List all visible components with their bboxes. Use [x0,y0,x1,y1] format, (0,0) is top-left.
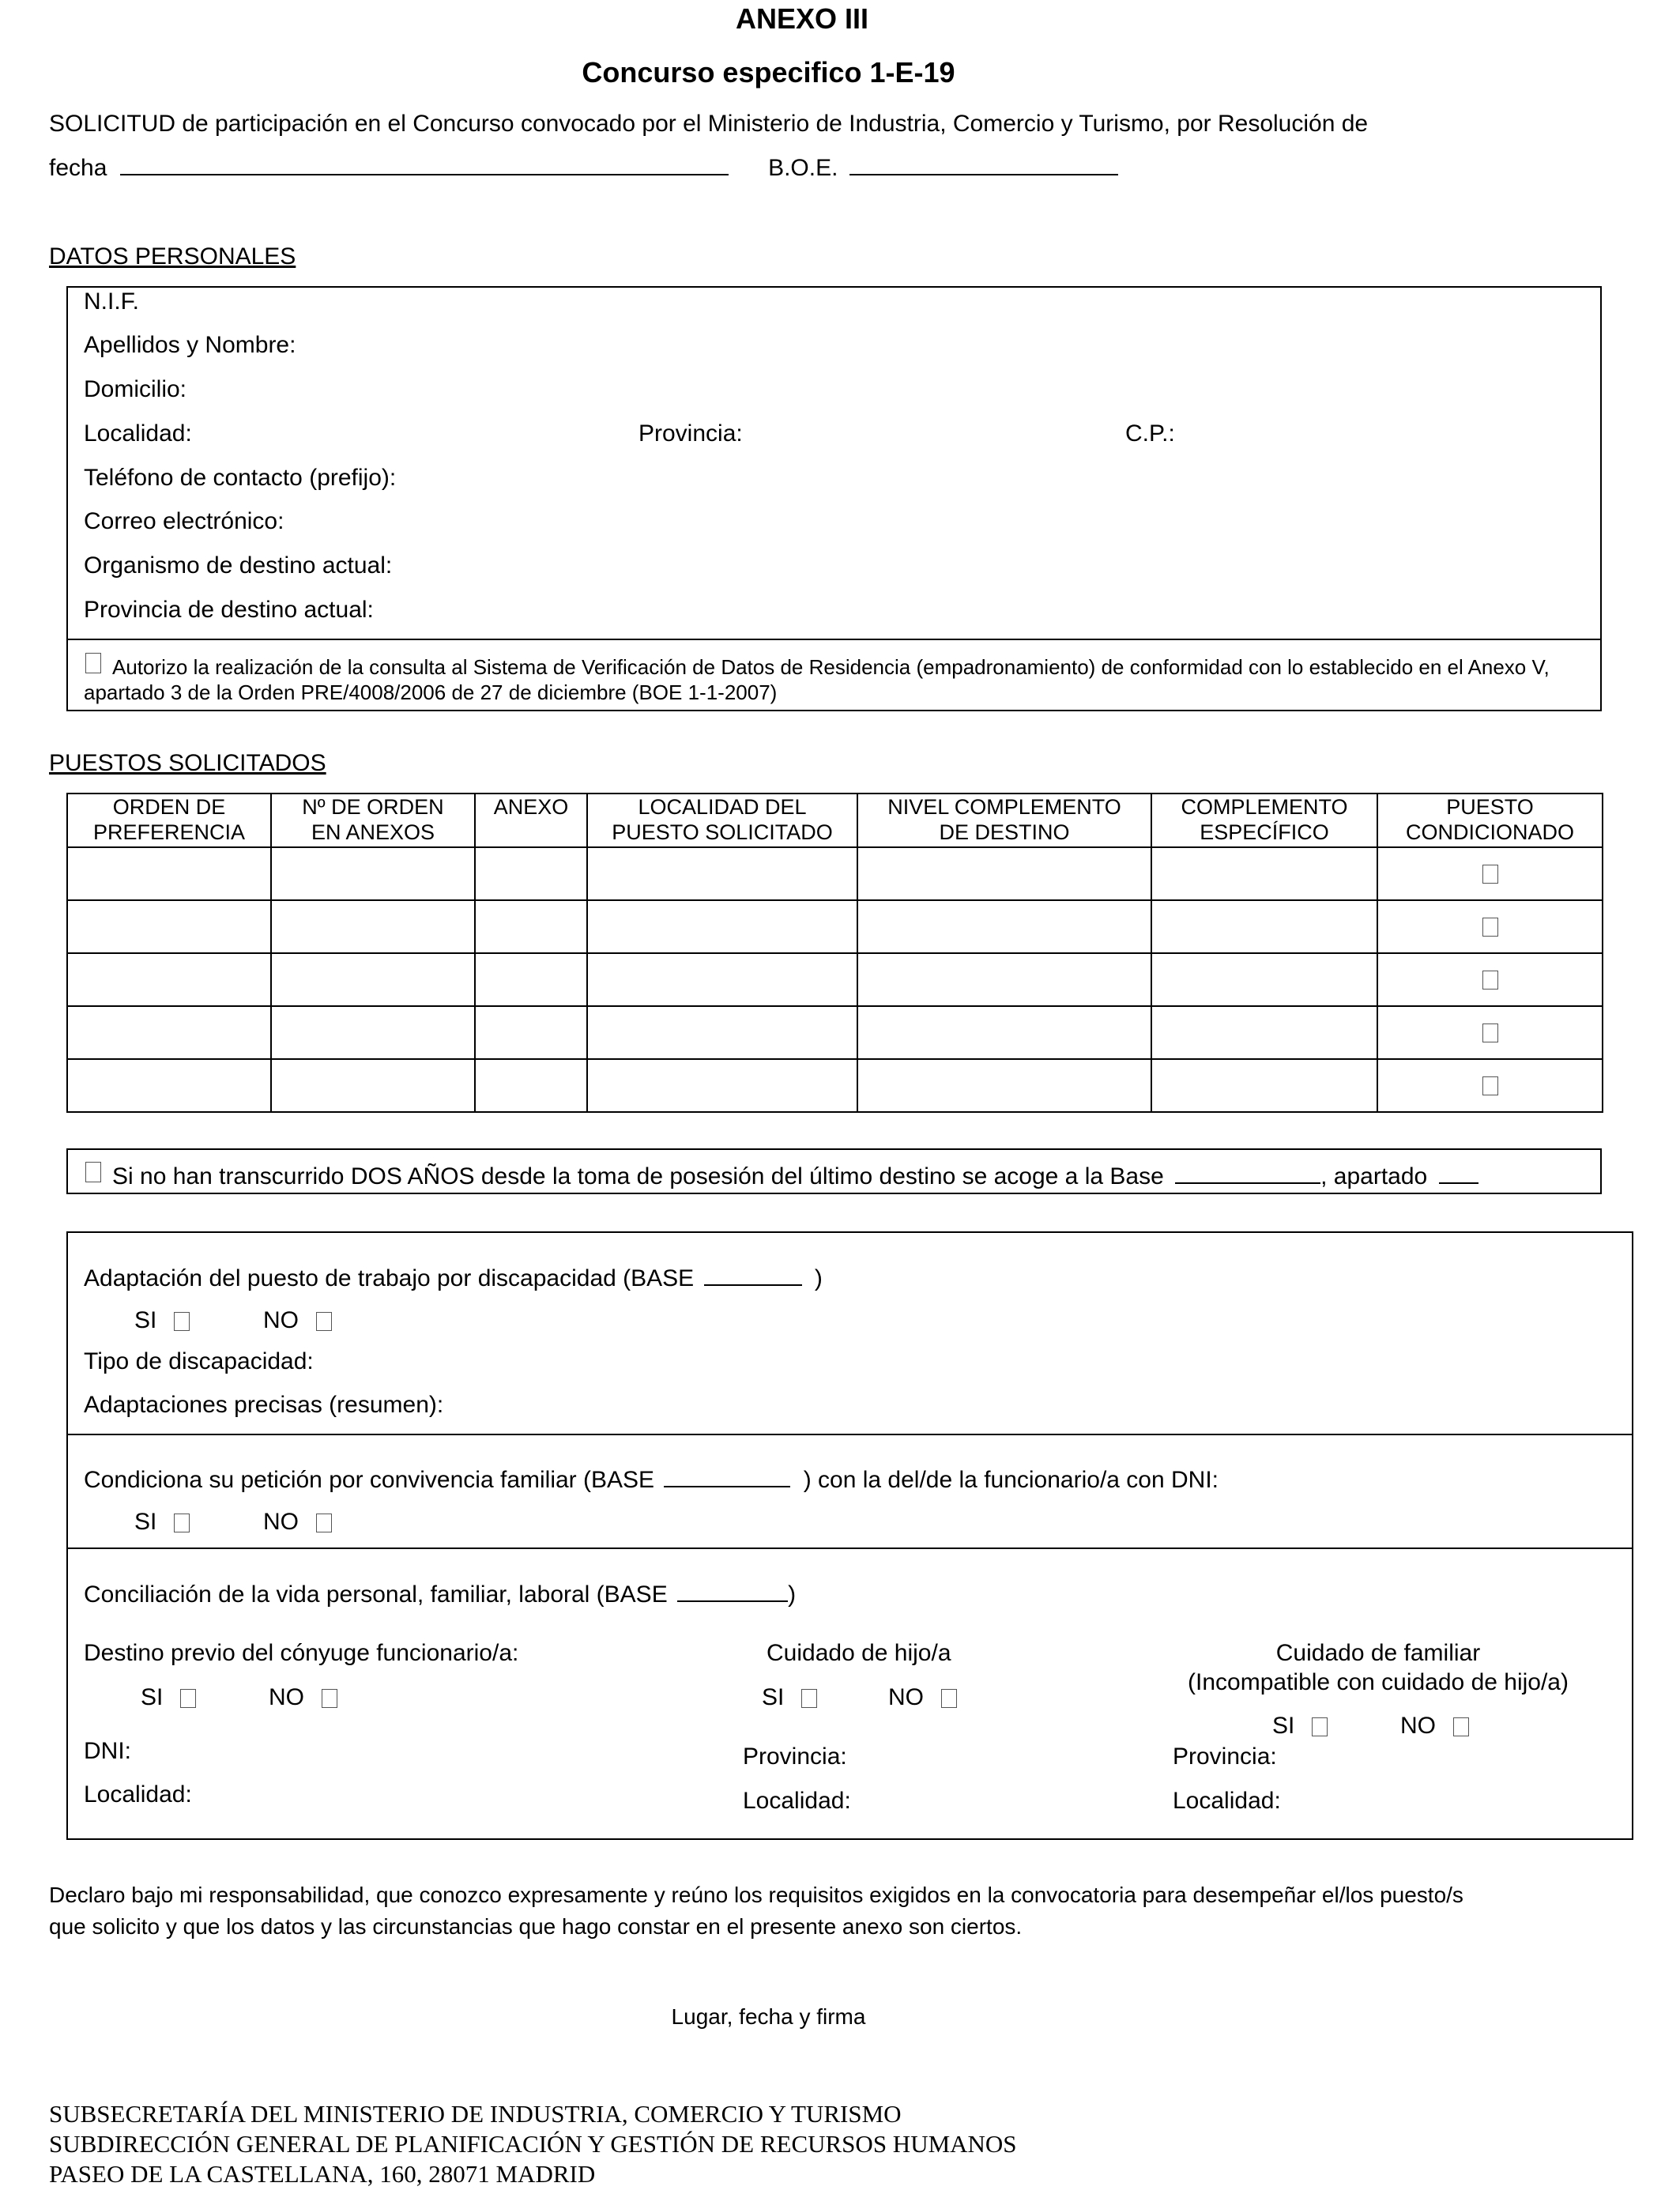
table-row [67,953,1603,1006]
footer-line-1: SUBSECRETARÍA DEL MINISTERIO DE INDUSTRIA, COMERCIO Y TURISMO [49,2100,902,2128]
date-label: fecha [49,155,107,181]
consent-text: Autorizo la realización de la consulta al Sistema de Verificación de Datos de Residencia (empadronamiento) de conformidad con lo establecido en el Anexo V, apartado 3 de la Orden PRE/4008/2006 de 27 de diciembre (BOE 1-1-2007) [84,655,1550,704]
spouse-yes-checkbox[interactable] [180,1689,196,1708]
cell-annex[interactable] [475,1059,587,1112]
cell-conditioned [1377,900,1603,953]
cell-complement[interactable] [1151,1006,1377,1059]
conditioned-checkbox[interactable] [1482,971,1498,990]
annex-title: ANEXO III [735,2,869,35]
family-care-yes: SI [1272,1712,1328,1740]
conciliation-title: Conciliación de la vida personal, familiar, laboral (BASE ) [84,1581,797,1608]
cell-conditioned [1377,1059,1603,1112]
personal-divider [66,639,1602,640]
date-line [49,154,1118,183]
cell-annex[interactable] [475,1006,587,1059]
table-row [67,847,1603,900]
family-care-no: NO [1400,1712,1469,1740]
conditioned-checkbox[interactable] [1482,918,1498,937]
family-care-province-label[interactable]: Provincia: [1173,1744,1277,1770]
child-care-no-checkbox[interactable] [941,1689,957,1708]
cell-order[interactable] [67,847,271,900]
cell-complement[interactable] [1151,953,1377,1006]
disability-base-field[interactable] [704,1265,802,1286]
cohabitation-yes-checkbox[interactable] [174,1514,190,1532]
spouse-no-checkbox[interactable] [322,1689,337,1708]
cell-number[interactable] [271,953,475,1006]
cell-order[interactable] [67,1006,271,1059]
disability-no: NO [263,1306,332,1335]
two-years-text: Si no han transcurrido DOS AÑOS desde la toma de posesión del último destino se acoge a la Base [112,1163,1164,1189]
conditioned-checkbox[interactable] [1482,1076,1498,1095]
address-label[interactable]: Domicilio: [84,376,187,402]
col-order-number: Nº DE ORDEN EN ANEXOS [271,794,475,847]
conditions-divider-2 [66,1547,1633,1549]
col-order-preference: ORDEN DE PREFERENCIA [67,794,271,847]
cell-level[interactable] [857,900,1151,953]
name-label[interactable]: Apellidos y Nombre: [84,332,296,358]
footer-line-3: PASEO DE LA CASTELLANA, 160, 28071 MADRID [49,2160,596,2188]
cohabitation-title: Condiciona su petición por convivencia familiar (BASE ) con la del/de la funcionario/a con DNI: [84,1467,1219,1493]
child-care-no: NO [888,1683,957,1712]
family-care-yes-checkbox[interactable] [1312,1717,1328,1736]
spouse-yes: SI [141,1683,196,1712]
cell-complement[interactable] [1151,847,1377,900]
cohabitation-base-field[interactable] [664,1467,790,1487]
child-care-province-label[interactable]: Provincia: [743,1744,847,1770]
child-care-label: Cuidado de hijo/a [767,1640,951,1666]
positions-header-row [67,794,1603,847]
province-label[interactable]: Provincia: [638,420,743,447]
cell-order[interactable] [67,900,271,953]
col-locality: LOCALIDAD DEL PUESTO SOLICITADO [587,794,857,847]
cell-order[interactable] [67,953,271,1006]
cell-conditioned [1377,847,1603,900]
cell-number[interactable] [271,847,475,900]
spouse-label: Destino previo del cónyuge funcionario/a: [84,1640,519,1666]
personal-section-title: DATOS PERSONALES [49,243,296,270]
table-row [67,1006,1603,1059]
request-line: SOLICITUD de participación en el Concurso convocado por el Ministerio de Industria, Comercio y Turismo, por Resolución de [49,111,1369,137]
col-destination-level: NIVEL COMPLEMENTO DE DESTINO [857,794,1151,847]
col-annex: ANEXO [475,794,587,847]
cell-conditioned [1377,953,1603,1006]
col-conditioned: PUESTO CONDICIONADO [1377,794,1603,847]
child-care-town-label[interactable]: Localidad: [743,1788,851,1814]
current-province-label[interactable]: Provincia de destino actual: [84,597,374,623]
disability-yes: SI [134,1306,190,1335]
family-care-note: (Incompatible con cuidado de hijo/a) [1188,1669,1569,1695]
family-care-label: Cuidado de familiar [1275,1640,1481,1666]
cell-number[interactable] [271,900,475,953]
cell-level[interactable] [857,953,1151,1006]
contest-title: Concurso especifico 1-E-19 [582,56,955,89]
positions-section-title: PUESTOS SOLICITADOS [49,750,326,776]
postal-code-label[interactable]: C.P.: [1125,420,1175,447]
conditioned-checkbox[interactable] [1482,865,1498,884]
two-years-line [112,1163,1478,1191]
town-label[interactable]: Localidad: [84,420,192,447]
cell-locality[interactable] [587,847,857,900]
disability-title: Adaptación del puesto de trabajo por discapacidad (BASE ) [84,1265,823,1291]
child-care-yes-checkbox[interactable] [801,1689,817,1708]
cell-locality[interactable] [587,900,857,953]
table-row [67,900,1603,953]
cell-conditioned [1377,1006,1603,1059]
disability-yes-checkbox[interactable] [174,1312,190,1331]
boe-field[interactable] [849,155,1118,175]
cell-number[interactable] [271,1006,475,1059]
apartado-label: , apartado [1320,1163,1428,1189]
disability-adaptations-label[interactable]: Adaptaciones precisas (resumen): [84,1392,444,1418]
cell-complement[interactable] [1151,1059,1377,1112]
conditioned-checkbox[interactable] [1482,1023,1498,1042]
phone-label[interactable]: Teléfono de contacto (prefijo): [84,465,397,491]
cell-locality[interactable] [587,953,857,1006]
signature-label: Lugar, fecha y firma [671,2004,866,2029]
date-field[interactable] [120,155,729,175]
nif-label[interactable]: N.I.F. [84,288,140,315]
child-care-yes: SI [762,1683,817,1712]
personal-data-box [66,286,1602,711]
cell-annex[interactable] [475,900,587,953]
cell-level[interactable] [857,1006,1151,1059]
cell-complement[interactable] [1151,900,1377,953]
two-years-checkbox[interactable] [85,1162,101,1182]
email-label[interactable]: Correo electrónico: [84,508,284,534]
declaration-line-1: Declaro bajo mi responsabilidad, que conozco expresamente y reúno los requisitos exigidos en la convocatoria para desempeñar el/los puesto/s [49,1883,1463,1907]
family-care-town-label[interactable]: Localidad: [1173,1788,1281,1814]
spouse-dni-label[interactable]: DNI: [84,1738,131,1764]
base-field[interactable] [1175,1163,1320,1184]
conciliation-base-field[interactable] [677,1581,788,1602]
apartado-field[interactable] [1439,1163,1478,1184]
cell-order[interactable] [67,1059,271,1112]
col-specific-complement: COMPLEMENTO ESPECÍFICO [1151,794,1377,847]
disability-type-label[interactable]: Tipo de discapacidad: [84,1348,314,1374]
family-care-no-checkbox[interactable] [1453,1717,1469,1736]
boe-label: B.O.E. [768,155,838,181]
current-body-label[interactable]: Organismo de destino actual: [84,552,393,579]
cohabitation-no-checkbox[interactable] [316,1514,332,1532]
table-row [67,1059,1603,1112]
disability-no-checkbox[interactable] [316,1312,332,1331]
cell-level[interactable] [857,1059,1151,1112]
cell-level[interactable] [857,847,1151,900]
cell-number[interactable] [271,1059,475,1112]
cell-annex[interactable] [475,847,587,900]
cell-locality[interactable] [587,1059,857,1112]
footer-line-2: SUBDIRECCIÓN GENERAL DE PLANIFICACIÓN Y GESTIÓN DE RECURSOS HUMANOS [49,2130,1017,2158]
cohabitation-yes: SI [134,1508,190,1536]
cohabitation-no: NO [263,1508,332,1536]
conditions-divider-1 [66,1434,1633,1435]
declaration-line-2: que solicito y que los datos y las circunstancias que hago constar en el presente anexo son ciertos. [49,1914,1023,1939]
cell-locality[interactable] [587,1006,857,1059]
cell-annex[interactable] [475,953,587,1006]
spouse-no: NO [269,1683,337,1712]
spouse-town-label[interactable]: Localidad: [84,1781,192,1808]
positions-table [66,793,1603,1113]
